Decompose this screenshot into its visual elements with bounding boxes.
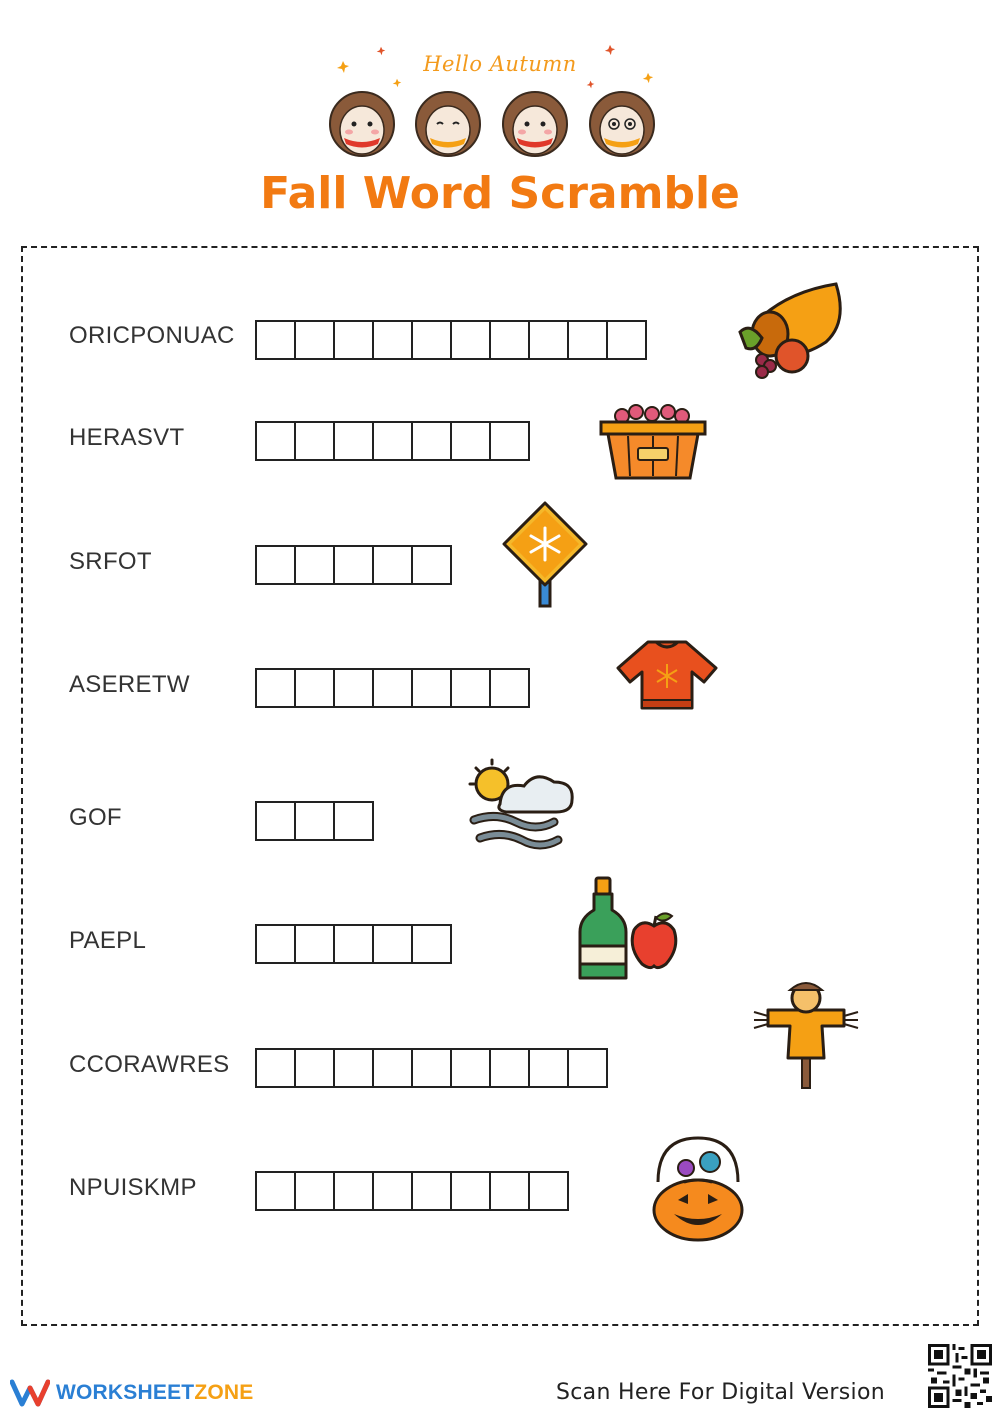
scrambled-word: CCORAWRES bbox=[69, 1051, 230, 1078]
scrambled-word: SRFOT bbox=[69, 548, 152, 575]
hedgehogs-illustration bbox=[320, 80, 670, 160]
answer-letter-box[interactable] bbox=[489, 421, 530, 461]
apple-cider-icon bbox=[576, 874, 680, 984]
answer-letter-box[interactable] bbox=[294, 801, 335, 841]
answer-letter-box[interactable] bbox=[567, 1048, 608, 1088]
answer-letter-box[interactable] bbox=[411, 545, 452, 585]
worksheetzone-logo[interactable] bbox=[10, 1376, 253, 1410]
harvest-basket-icon bbox=[598, 396, 708, 482]
scrambled-word: HERASVT bbox=[69, 424, 185, 451]
answer-letter-box[interactable] bbox=[489, 1171, 530, 1211]
brand-name bbox=[56, 1381, 253, 1405]
answer-letter-box[interactable] bbox=[450, 421, 491, 461]
answer-letter-box[interactable] bbox=[411, 320, 452, 360]
answer-letter-box[interactable] bbox=[294, 421, 335, 461]
answer-letter-box[interactable] bbox=[255, 1171, 296, 1211]
brand-primary: WORKSHEET bbox=[56, 1381, 195, 1404]
answer-letter-box[interactable] bbox=[606, 320, 647, 360]
answer-letter-box[interactable] bbox=[411, 1171, 452, 1211]
answer-letter-box[interactable] bbox=[294, 924, 335, 964]
answer-letter-box[interactable] bbox=[333, 1048, 374, 1088]
answer-letter-box[interactable] bbox=[372, 545, 413, 585]
answer-letter-box[interactable] bbox=[333, 320, 374, 360]
scrambled-word: GOF bbox=[69, 804, 122, 831]
answer-letter-box[interactable] bbox=[372, 1048, 413, 1088]
answer-letter-box[interactable] bbox=[372, 421, 413, 461]
answer-letter-box[interactable] bbox=[450, 1171, 491, 1211]
fog-icon bbox=[466, 758, 578, 862]
answer-boxes[interactable] bbox=[255, 668, 528, 706]
answer-letter-box[interactable] bbox=[294, 668, 335, 708]
answer-letter-box[interactable] bbox=[528, 1171, 569, 1211]
qr-code[interactable] bbox=[928, 1344, 992, 1408]
answer-boxes[interactable] bbox=[255, 545, 450, 583]
hello-autumn-subtitle: Hello Autumn bbox=[423, 52, 577, 76]
answer-letter-box[interactable] bbox=[528, 320, 569, 360]
answer-letter-box[interactable] bbox=[294, 320, 335, 360]
leaf-icon bbox=[376, 46, 386, 56]
answer-letter-box[interactable] bbox=[411, 1048, 452, 1088]
answer-letter-box[interactable] bbox=[255, 1048, 296, 1088]
answer-letter-box[interactable] bbox=[255, 668, 296, 708]
scrambled-word: NPUISKMP bbox=[69, 1174, 197, 1201]
cornucopia-icon bbox=[736, 282, 846, 380]
answer-letter-box[interactable] bbox=[294, 1048, 335, 1088]
answer-letter-box[interactable] bbox=[411, 924, 452, 964]
answer-boxes[interactable] bbox=[255, 924, 450, 962]
sweater-icon bbox=[612, 638, 722, 712]
answer-letter-box[interactable] bbox=[567, 320, 608, 360]
answer-letter-box[interactable] bbox=[528, 1048, 569, 1088]
answer-letter-box[interactable] bbox=[294, 1171, 335, 1211]
worksheet-header bbox=[0, 0, 1000, 240]
answer-letter-box[interactable] bbox=[333, 545, 374, 585]
answer-boxes[interactable] bbox=[255, 801, 372, 839]
answer-letter-box[interactable] bbox=[489, 320, 530, 360]
answer-letter-box[interactable] bbox=[411, 668, 452, 708]
answer-letter-box[interactable] bbox=[333, 1171, 374, 1211]
scarecrow-icon bbox=[752, 980, 860, 1090]
answer-letter-box[interactable] bbox=[294, 545, 335, 585]
answer-letter-box[interactable] bbox=[333, 924, 374, 964]
pumpkin-candy-icon bbox=[650, 1134, 746, 1244]
answer-letter-box[interactable] bbox=[255, 545, 296, 585]
leaf-icon bbox=[336, 60, 350, 74]
answer-letter-box[interactable] bbox=[333, 668, 374, 708]
answer-letter-box[interactable] bbox=[372, 924, 413, 964]
answer-letter-box[interactable] bbox=[333, 421, 374, 461]
worksheet-title: Fall Word Scramble bbox=[260, 168, 740, 219]
frost-sign-icon bbox=[500, 500, 590, 610]
answer-boxes[interactable] bbox=[255, 1171, 567, 1209]
answer-letter-box[interactable] bbox=[489, 1048, 530, 1088]
brand-secondary: ZONE bbox=[194, 1381, 254, 1404]
answer-letter-box[interactable] bbox=[255, 924, 296, 964]
answer-letter-box[interactable] bbox=[489, 668, 530, 708]
scrambled-word: ASERETW bbox=[69, 671, 190, 698]
answer-letter-box[interactable] bbox=[372, 1171, 413, 1211]
answer-letter-box[interactable] bbox=[333, 801, 374, 841]
scrambled-word: PAEPL bbox=[69, 927, 147, 954]
worksheetzone-logo-icon bbox=[10, 1378, 50, 1408]
answer-letter-box[interactable] bbox=[255, 421, 296, 461]
scan-instruction: Scan Here For Digital Version bbox=[556, 1380, 885, 1405]
answer-letter-box[interactable] bbox=[450, 1048, 491, 1088]
answer-letter-box[interactable] bbox=[372, 668, 413, 708]
answer-letter-box[interactable] bbox=[255, 320, 296, 360]
answer-letter-box[interactable] bbox=[411, 421, 452, 461]
answer-boxes[interactable] bbox=[255, 421, 528, 459]
answer-letter-box[interactable] bbox=[450, 668, 491, 708]
answer-boxes[interactable] bbox=[255, 1048, 606, 1086]
answer-letter-box[interactable] bbox=[372, 320, 413, 360]
answer-boxes[interactable] bbox=[255, 320, 645, 358]
leaf-icon bbox=[604, 44, 616, 56]
answer-letter-box[interactable] bbox=[255, 801, 296, 841]
scrambled-word: ORICPONUAC bbox=[69, 322, 235, 349]
answer-letter-box[interactable] bbox=[450, 320, 491, 360]
